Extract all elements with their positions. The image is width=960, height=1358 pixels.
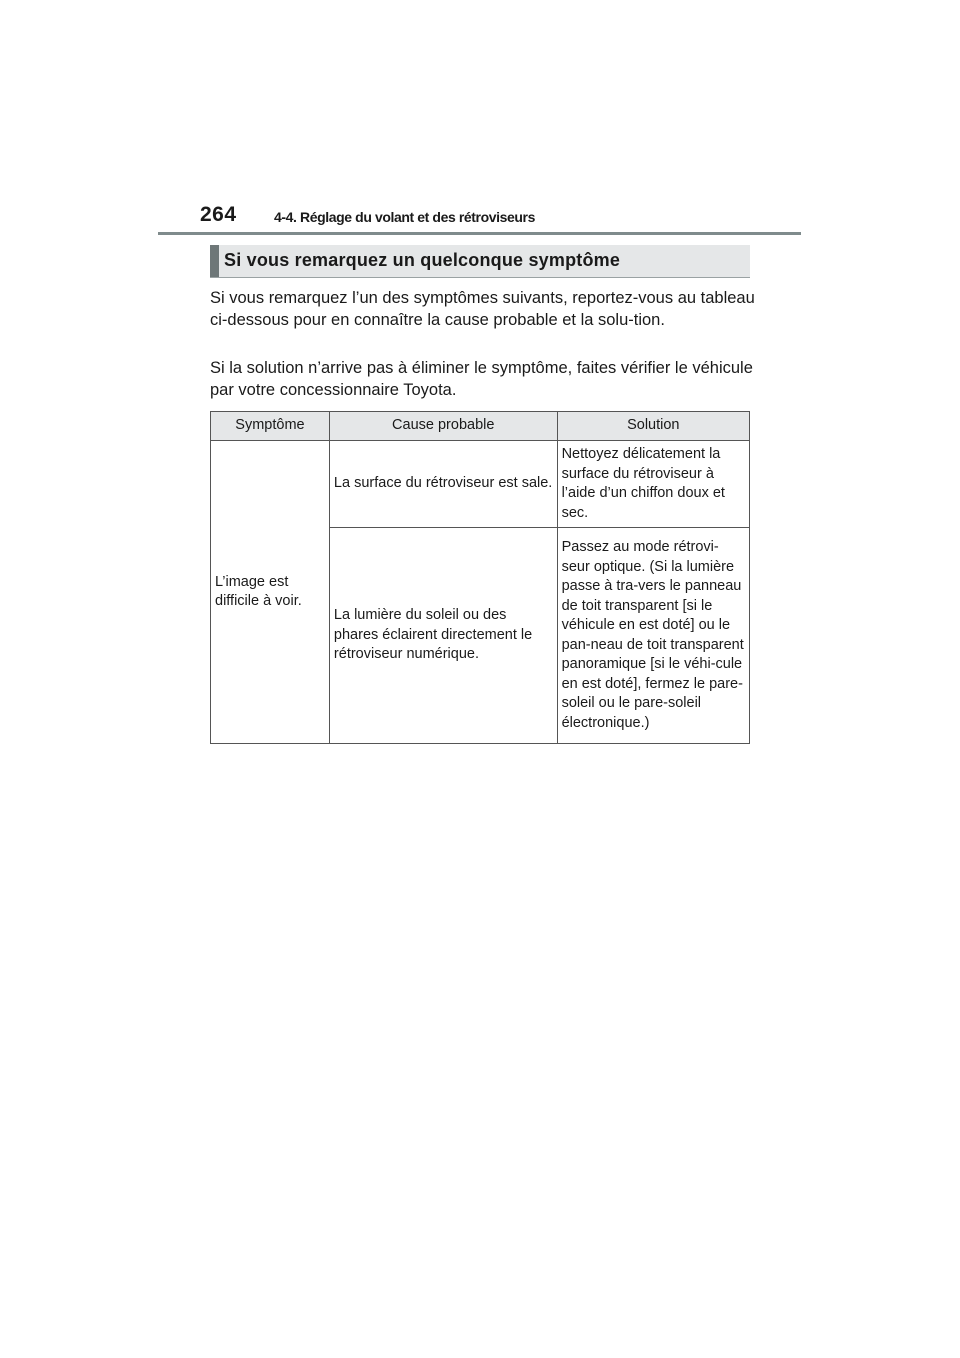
cause-cell: La surface du rétroviseur est sale. <box>329 441 557 528</box>
intro-paragraph-1: Si vous remarquez l’un des symptômes suivants, reportez-vous au tableau ci-dessous pour en connaître la cause probable et la solu-tion. <box>210 289 755 329</box>
page-number: 264 <box>200 203 237 226</box>
solution-cell: Nettoyez délicatement la surface du rétroviseur à l’aide d’un chiffon doux et sec. <box>557 441 749 528</box>
header-cause: Cause probable <box>329 412 557 441</box>
header-divider <box>158 232 801 235</box>
symptom-cell: L’image est difficile à voir. <box>211 441 330 744</box>
cause-cell: La lumière du soleil ou des phares éclairent directement le rétroviseur numérique. <box>329 528 557 744</box>
header-symptom: Symptôme <box>211 412 330 441</box>
heading-accent-bar <box>210 245 219 277</box>
section-title: 4-4. Réglage du volant et des rétroviseurs <box>274 209 535 225</box>
header-solution: Solution <box>557 412 749 441</box>
intro-paragraph-2: Si la solution n’arrive pas à éliminer le symptôme, faites vérifier le véhicule par votre concessionnaire Toyota. <box>210 359 753 399</box>
section-heading <box>210 245 750 278</box>
symptom-table <box>210 411 750 744</box>
solution-cell: Passez au mode rétrovi-seur optique. (Si la lumière passe à tra-vers le panneau de toit transparent [si le véhicule en est doté] ou le pan-neau de toit transparent panoramique [si le véhi-cule en est doté], fermez le pare-soleil ou le pare-soleil électronique.) <box>557 528 749 744</box>
table-row <box>211 441 750 528</box>
table-header-row <box>211 412 750 441</box>
heading-text: Si vous remarquez un quelconque symptôme <box>224 250 621 270</box>
